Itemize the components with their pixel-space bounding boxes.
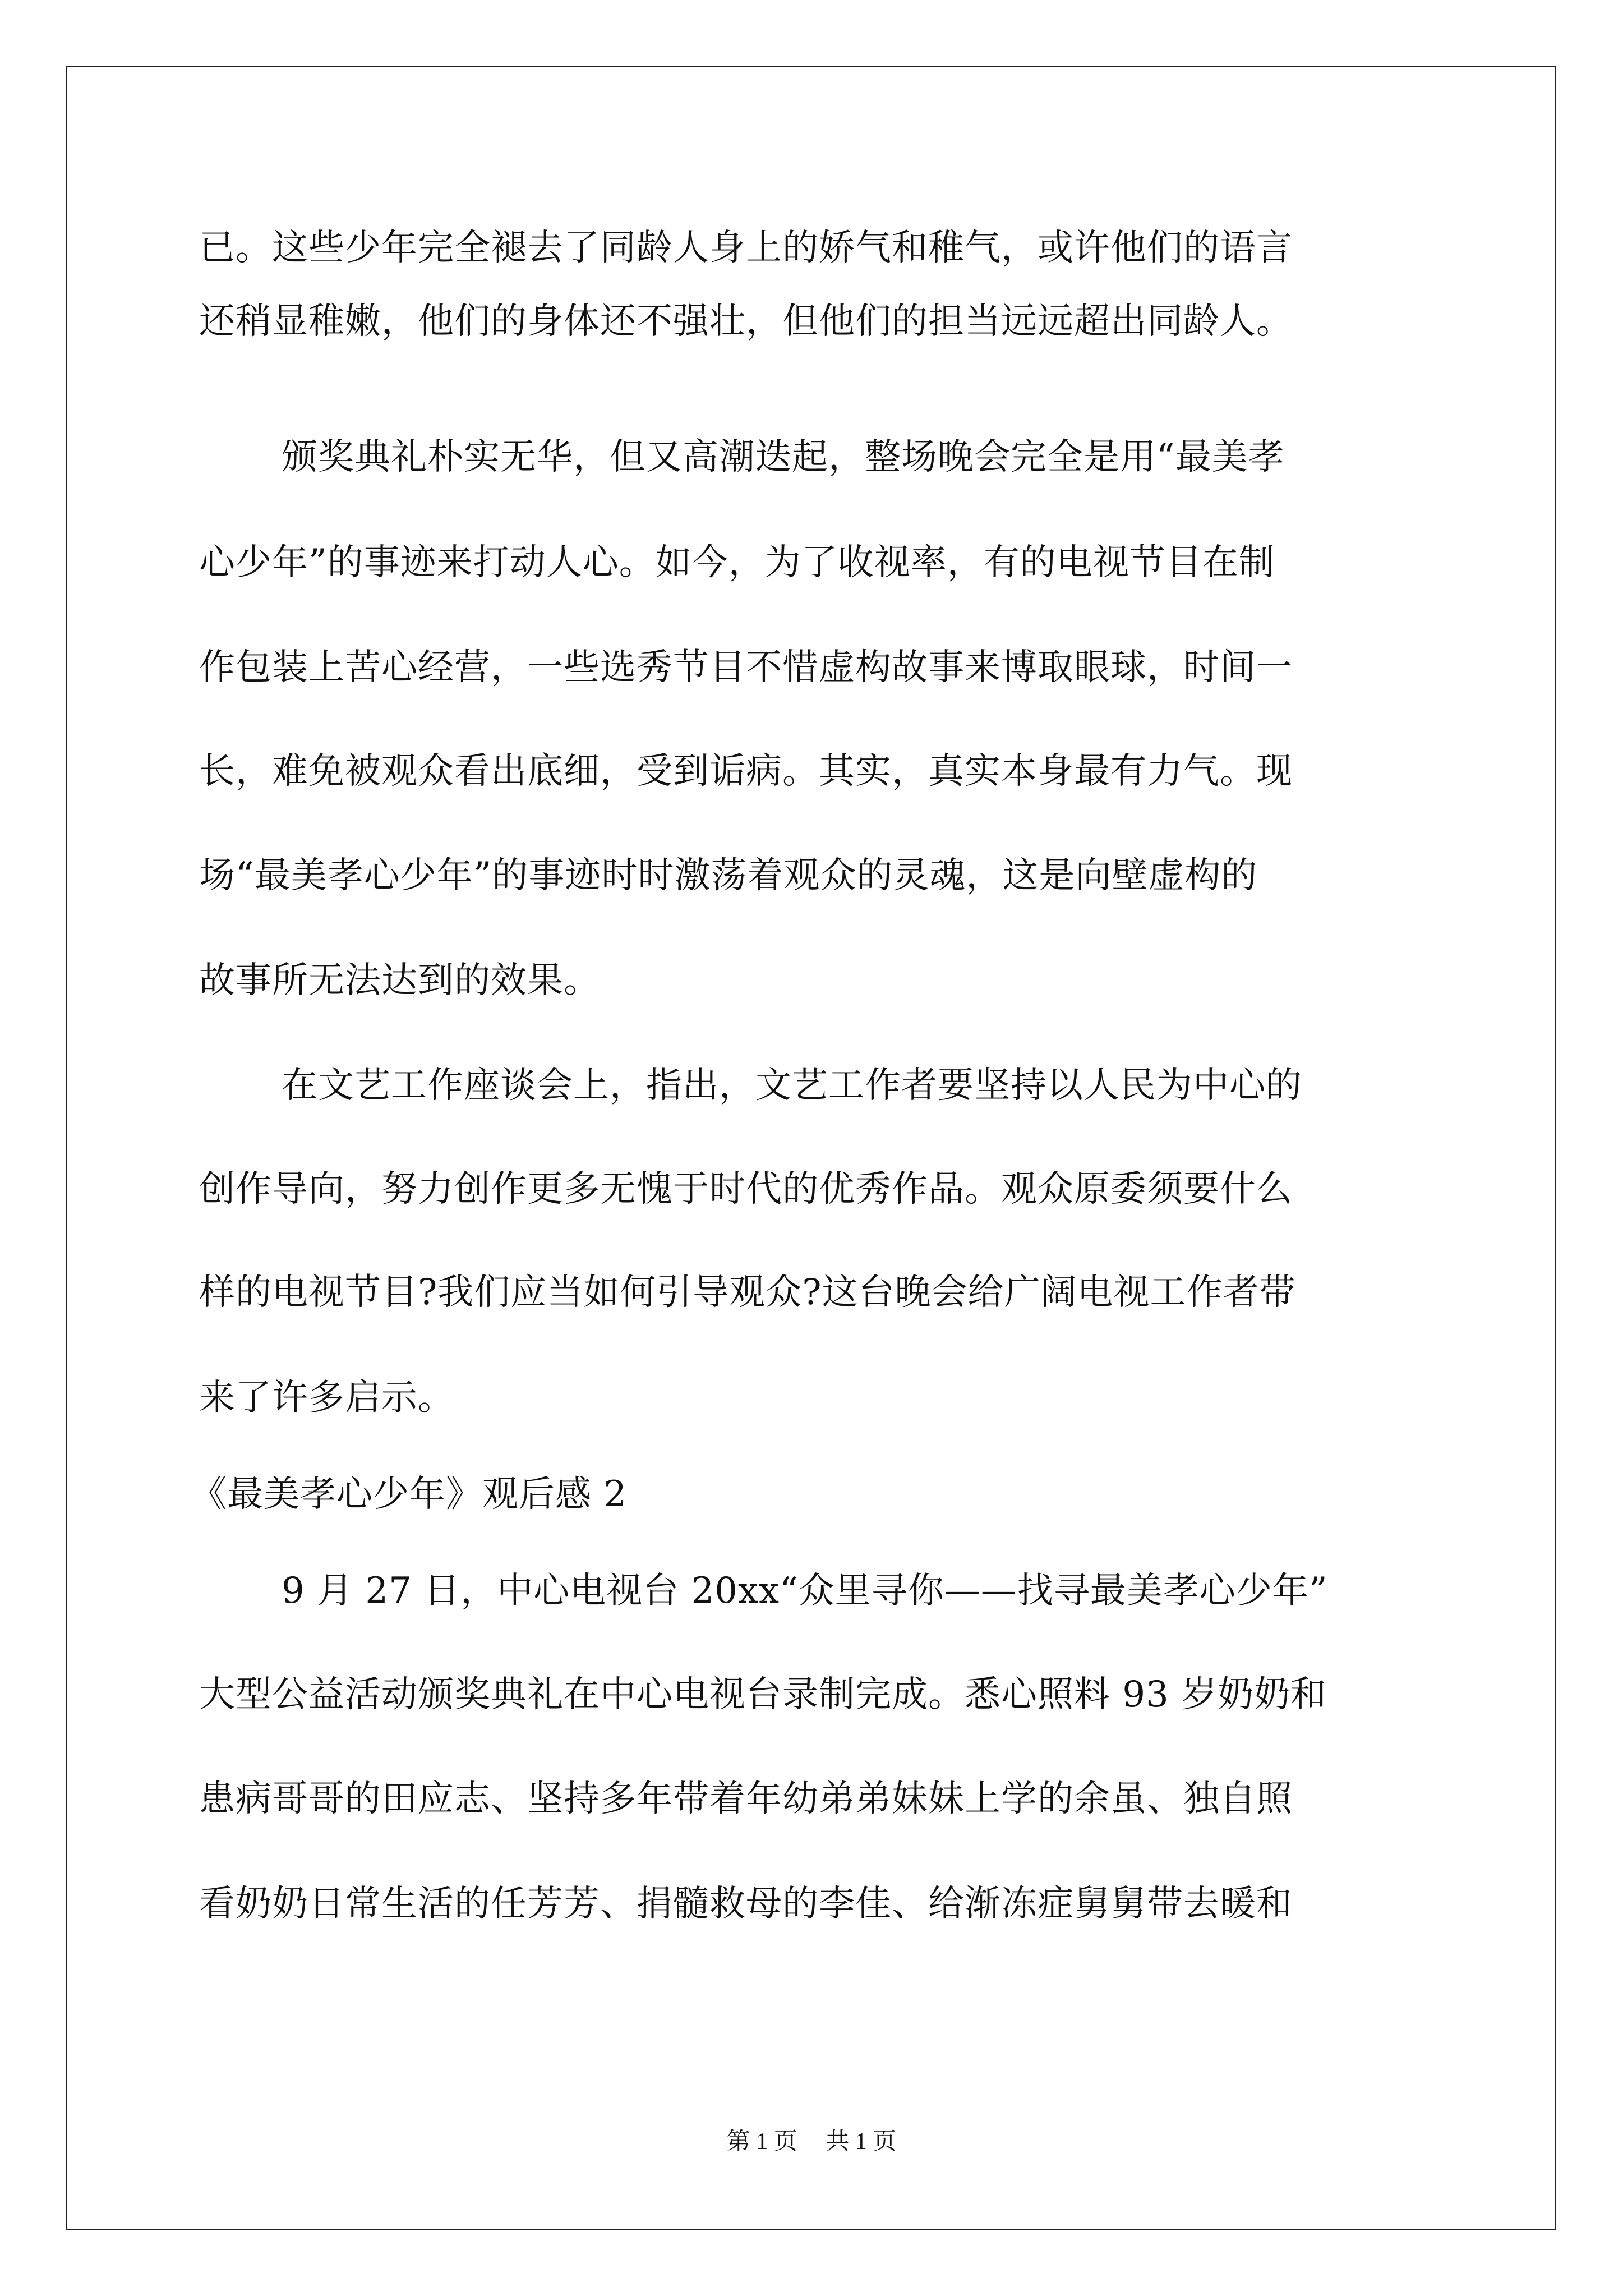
page-number: 第 1 页	[726, 2129, 797, 2155]
page-total: 共 1 页	[826, 2129, 897, 2155]
paragraph-line: 患病哥哥的田应志、坚持多年带着年幼弟弟妹妹上学的余虽、独自照	[199, 1778, 1293, 1820]
paragraph-line: 来了许多启示。	[199, 1377, 454, 1419]
paragraph-line: 场“最美孝心少年”的事迹时时激荡着观众的灵魂，这是向壁虚构的	[199, 855, 1258, 896]
paragraph-line: 9 月 27 日，中心电视台 20xx“众里寻你——找寻最美孝心少年”	[282, 1570, 1328, 1612]
paragraph-line: 看奶奶日常生活的任芳芳、捐髓救母的李佳、给渐冻症舅舅带去暖和	[199, 1883, 1293, 1925]
section-heading: 《最美孝心少年》观后感 2	[191, 1474, 628, 1515]
paragraph-line: 已。这些少年完全褪去了同龄人身上的娇气和稚气，或许他们的语言	[199, 227, 1293, 269]
paragraph-line: 长，难免被观众看出底细，受到诟病。其实，真实本身最有力气。现	[199, 751, 1293, 792]
page-footer	[0, 2126, 1623, 2157]
paragraph-line: 创作导向，努力创作更多无愧于时代的优秀作品。观众原委须要什么	[199, 1168, 1293, 1210]
paragraph-line: 颁奖典礼朴实无华，但又高潮迭起，整场晚会完全是用“最美孝	[282, 436, 1285, 478]
paragraph-line: 还稍显稚嫩，他们的身体还不强壮，但他们的担当远远超出同龄人。	[199, 301, 1293, 342]
paragraph-line: 大型公益活动颁奖典礼在中心电视台录制完成。悉心照料 93 岁奶奶和	[199, 1674, 1327, 1715]
paragraph-line: 故事所无法达到的效果。	[199, 960, 600, 1001]
paragraph-line: 样的电视节目?我们应当如何引导观众?这台晚会给广阔电视工作者带	[199, 1272, 1296, 1313]
paragraph-line: 作包装上苦心经营，一些选秀节目不惜虚构故事来博取眼球，时间一	[199, 647, 1293, 688]
paragraph-line: 心少年”的事迹来打动人心。如今，为了收视率，有的电视节目在制	[199, 542, 1275, 583]
paragraph-line: 在文艺工作座谈会上，指出，文艺工作者要坚持以人民为中心的	[282, 1065, 1302, 1106]
